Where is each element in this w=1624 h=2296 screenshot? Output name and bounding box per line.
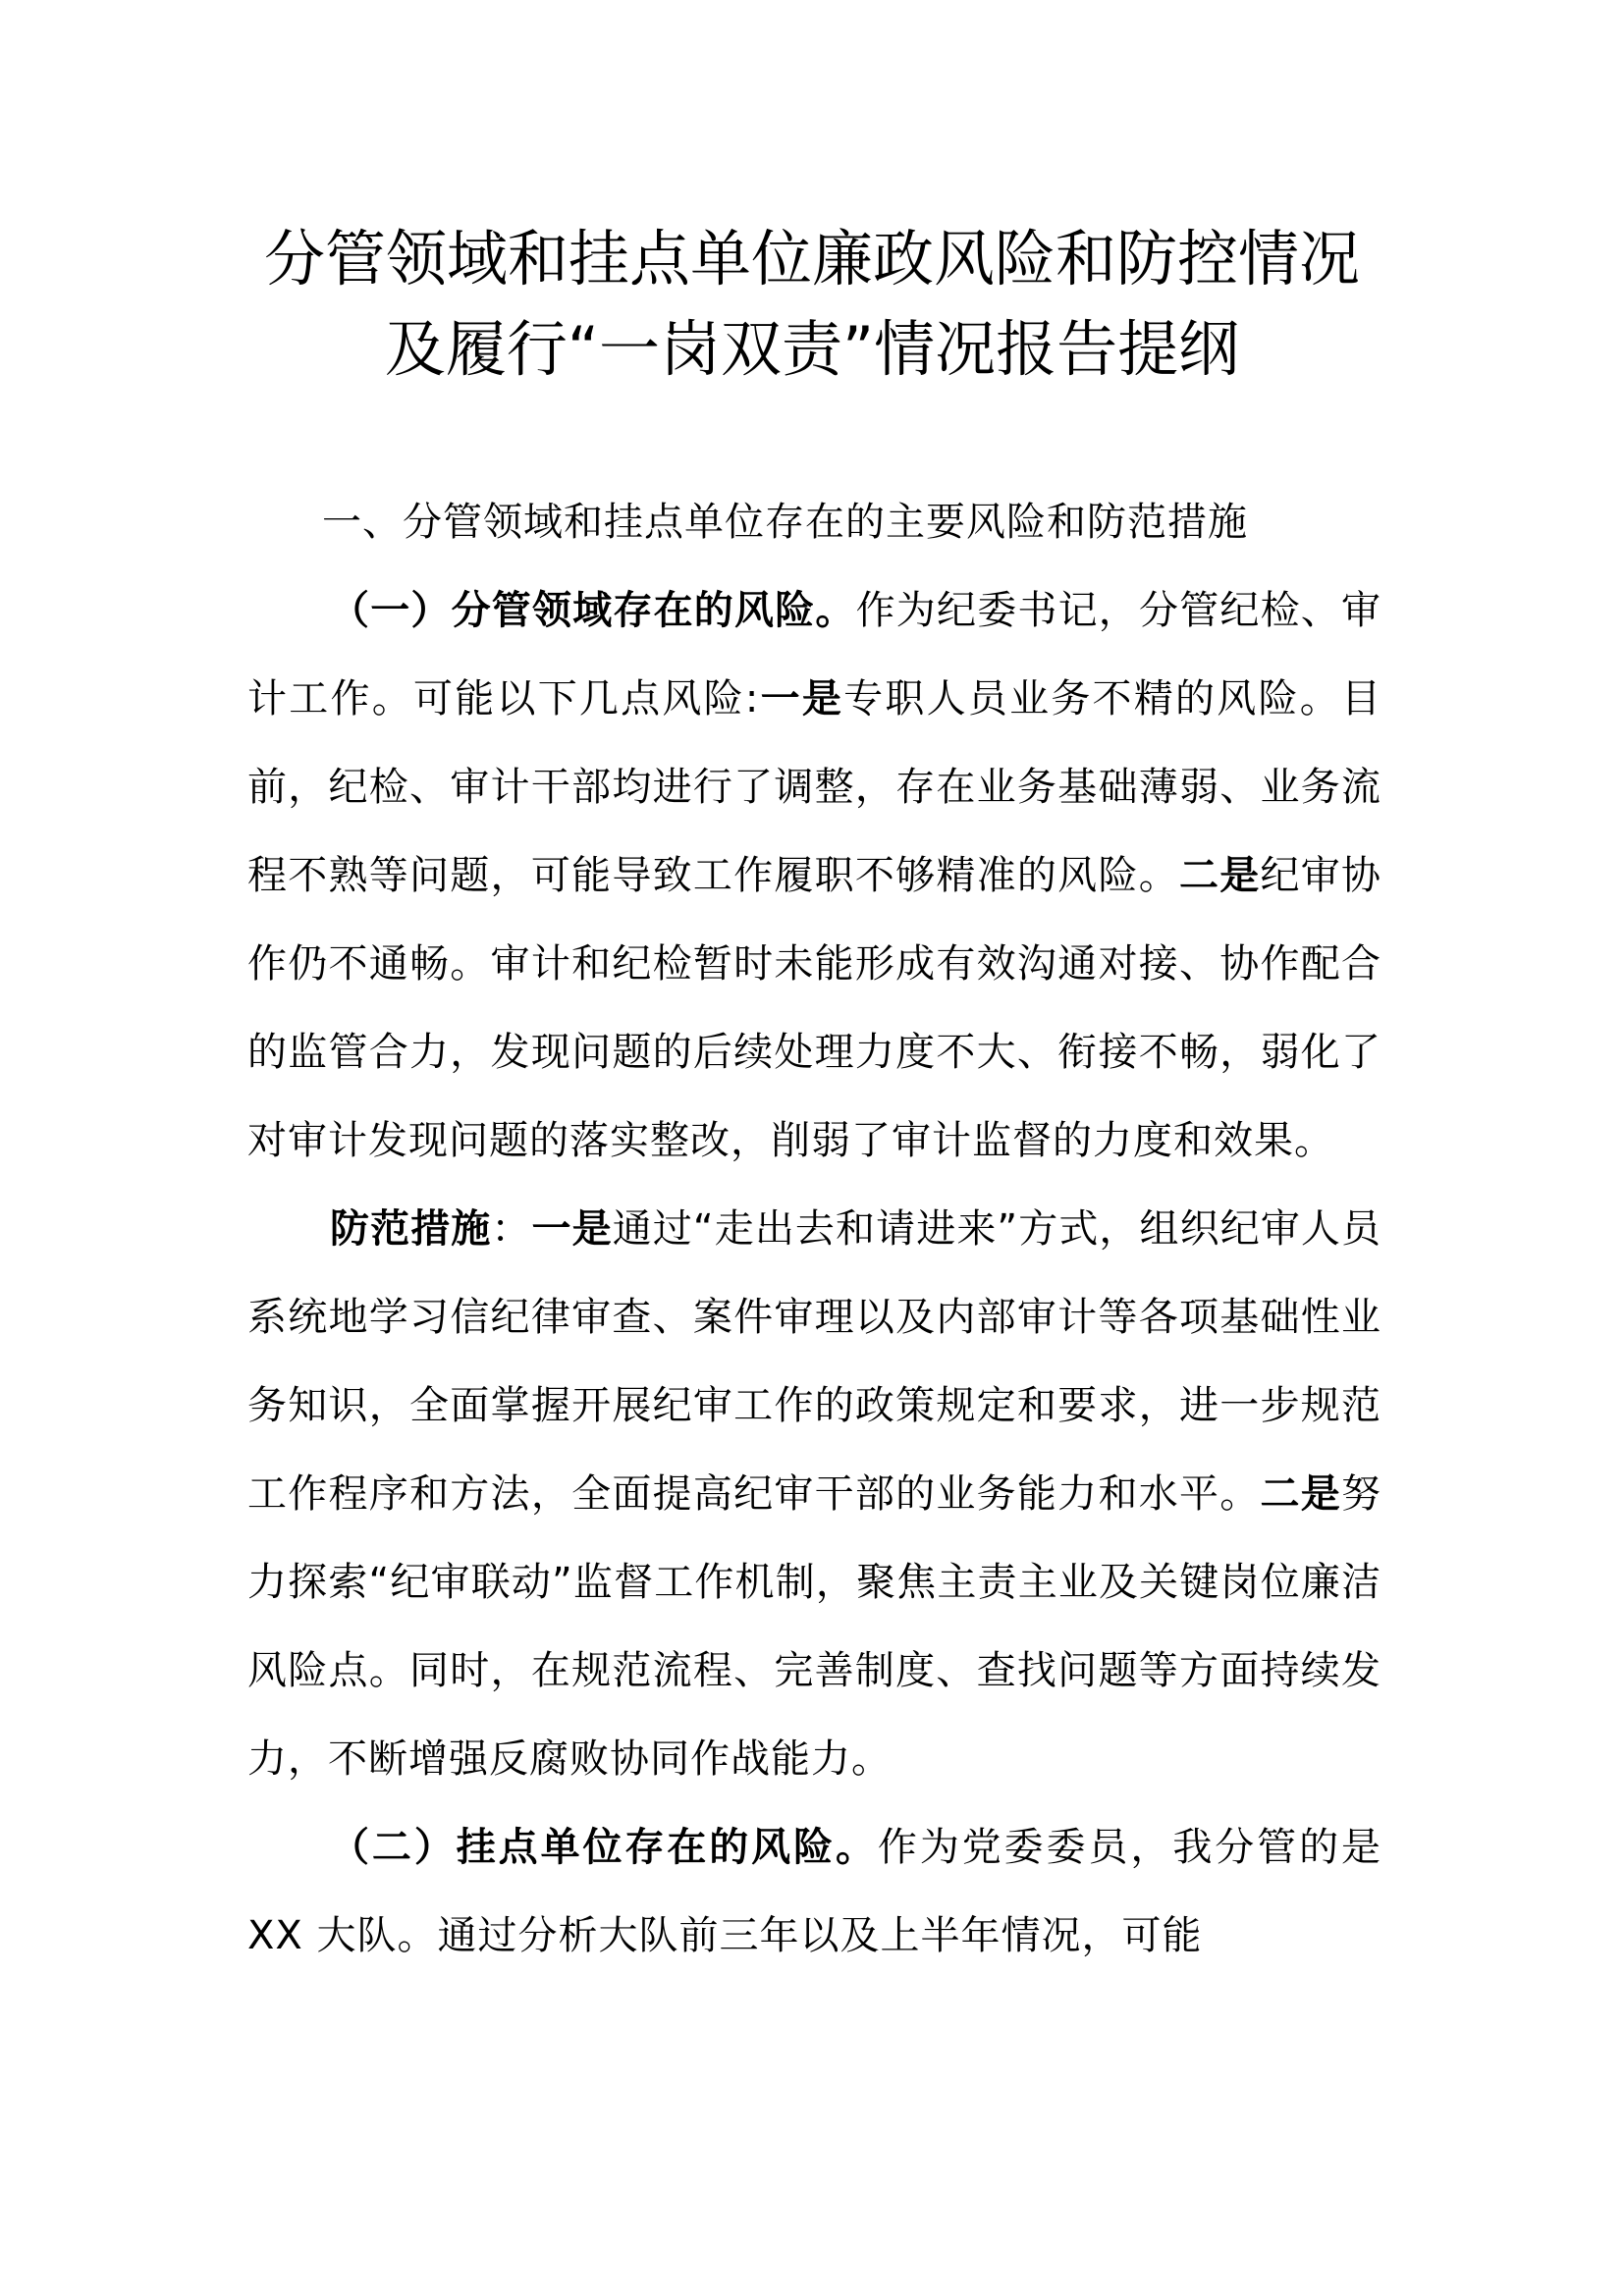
paragraph-lead-heading: （一）分管领域存在的风险。 [330,588,856,633]
paragraph-text: 努力探索“纪审联动”监督工作机制，聚焦主责主业及关键岗位廉洁风险点。同时，在规范流程、完善制度、查找问题等方面持续发力，不断增强反腐败协同作战能力。 [247,1471,1382,1782]
paragraph-text: 纪审协作仍不通畅。审计和纪检暂时未能形成有效沟通对接、协作配合的监管合力，发现问题的后续处理力度不大、衔接不畅，弱化了对审计发现问题的落实整改，削弱了审计监督的力度和效果。 [247,853,1382,1163]
paragraph-text: 通过“走出去和请进来”方式，组织纪审人员系统地学习信纪律审查、案件审理以及内部审计等各项基础性业务知识，全面掌握开展纪审工作的政策规定和要求，进一步规范工作程序和方法，全面提高纪审干部的业务能力和水平。 [247,1206,1382,1517]
paragraph-text: 专职人员业务不精的风险。目前，纪检、审计干部均进行了调整，存在业务基础薄弱、业务流程不熟等问题，可能导致工作履职不够精准的风险。 [247,676,1382,898]
document-title-line-2: 及履行“一岗双责”情况报告提纲 [384,313,1240,385]
separator: ： [491,1206,532,1252]
section-1-heading: 一、分管领域和挂点单位存在的主要风险和防范措施 [322,500,1248,545]
paragraph-lead-heading: （二）挂点单位存在的风险。 [330,1825,878,1870]
keyword-second: 二是 [1178,853,1261,898]
paragraph-lead-heading: 防范措施 [330,1206,492,1252]
paragraph-unit-risks [247,1803,1381,1980]
keyword-second: 二是 [1260,1471,1342,1517]
keyword-first: 一是 [531,1206,613,1252]
paragraph-text: 作为纪委书记，分管纪检、审计工作。可能以下几点风险: [247,588,1382,721]
paragraph-text: 作为党委委员，我分管的是 XX 大队。通过分析大队前三年以及上半年情况，可能 [247,1825,1382,1958]
document-title-line-1: 分管领域和挂点单位廉政风险和防控情况 [263,223,1360,294]
document-body [247,478,1381,1980]
paragraph-field-risks [247,566,1381,1185]
keyword-first: 一是 [759,676,844,721]
paragraph-prevention-measures [247,1185,1381,1803]
